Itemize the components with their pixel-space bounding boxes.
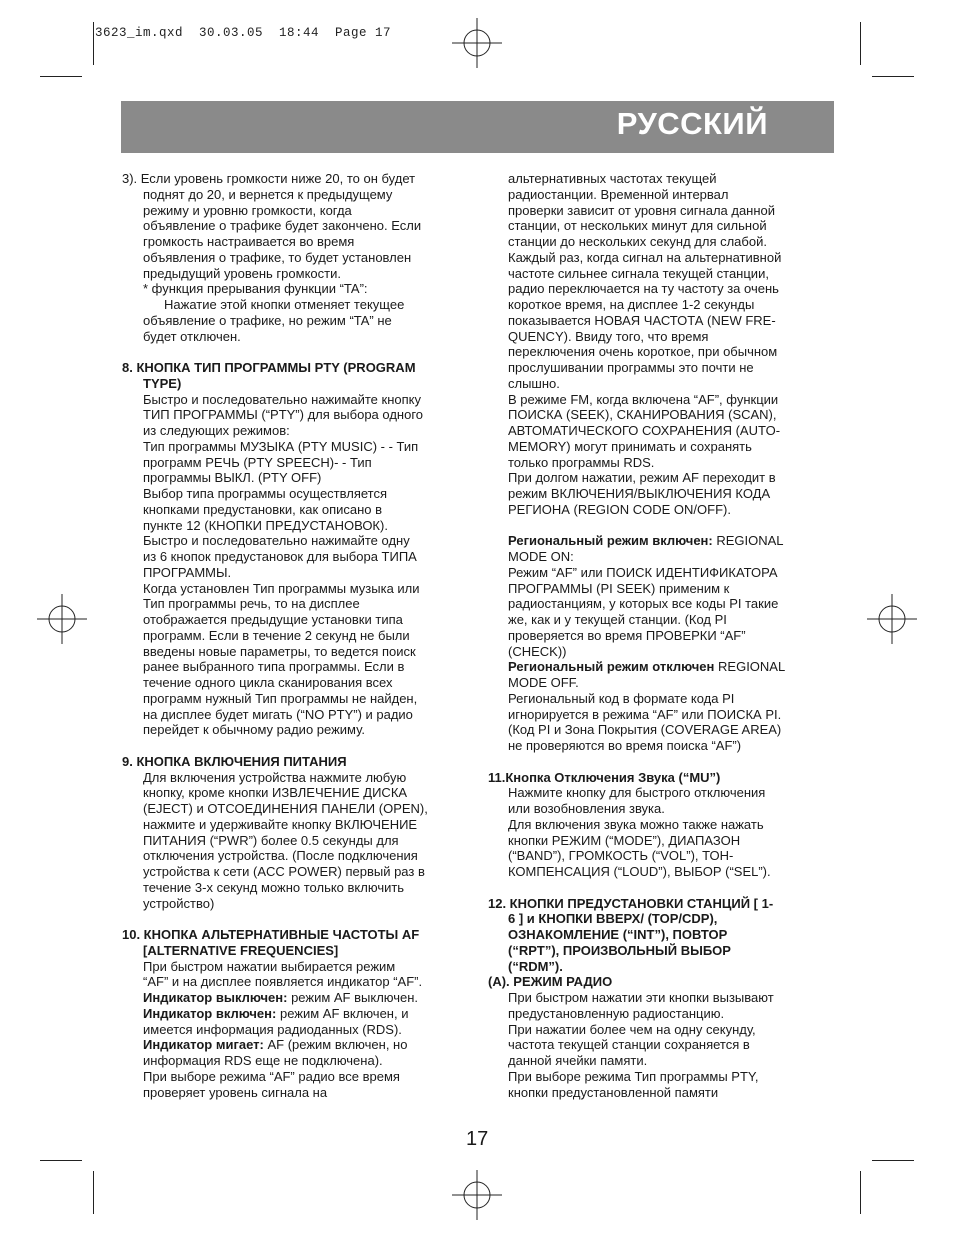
page-number: 17 — [466, 1128, 489, 1150]
text-line: ТИП ПРОГРАММЫ (“PTY”) для выбора одного — [143, 407, 424, 423]
section-heading: 6 ] и КНОПКИ ВВЕРХ/ (TOP/CDP), — [508, 911, 718, 927]
text-line: радиостанциям, у которых все коды PI такие — [508, 596, 779, 612]
text-line — [122, 911, 470, 927]
text-line: режиму и уровню громкости, когда — [143, 202, 352, 218]
section-heading: 9. КНОПКА ВКЛЮЧЕНИЯ ПИТАНИЯ — [122, 753, 347, 769]
bold-label: Индикатор выключен: — [143, 990, 288, 1005]
registration-mark-bottom — [452, 1170, 502, 1220]
text-line: MODE OFF. — [508, 675, 579, 690]
crop-mark — [860, 1171, 861, 1214]
text-line: программ. Если в течение 2 секунд не были — [143, 627, 410, 643]
text-line: При выборе режима “AF” радио все время — [143, 1068, 400, 1084]
text-line: кнопки РЕЖИМ (“MODE”), ДИАПАЗОН — [508, 832, 741, 848]
crop-mark — [40, 1160, 82, 1161]
text-line: альтернативных частотах текущей — [508, 171, 717, 186]
text-line: игнорируется в режима “AF” или ПОИСКА PI. — [508, 706, 782, 722]
text-line: (“BAND”), ГРОМКОСТЬ (“VOL”), ТОН- — [508, 848, 734, 864]
text-line: Режим “AF” или ПОИСК ИДЕНТИФИКАТОРА — [508, 564, 778, 580]
text-line: ПРОГРАММЫ. — [143, 564, 232, 580]
text-line: проверяется во время ПРОВЕРКИ “AF” — [508, 627, 746, 643]
text-line: или возобновления звука. — [508, 801, 665, 816]
text-line: Тип программы речь, то на дисплее — [143, 596, 360, 612]
text-line: MEMORY) могут принимать и сохранять — [508, 438, 752, 454]
text-line: Нажатие этой кнопки отменяет текущее — [164, 297, 405, 312]
registration-mark-top — [452, 18, 502, 68]
text-line: объявление о трафике, но режим “TA” не — [143, 312, 392, 328]
text-line — [488, 533, 834, 549]
crop-mark — [872, 1160, 914, 1161]
text-line: предустановленную радиостанцию. — [508, 1005, 725, 1021]
text-line — [488, 880, 834, 896]
language-header-banner — [121, 101, 834, 153]
bold-label: Индикатор включен: — [143, 1005, 277, 1021]
text-line: Быстро и последовательно нажимайте кнопку — [143, 391, 421, 407]
bold-label: Индикатор мигает: — [143, 1037, 264, 1053]
text-line: устройство) — [143, 895, 215, 911]
crop-mark — [40, 76, 82, 77]
text-line: 3). Если уровень громкости ниже 20, то он будет — [122, 171, 416, 186]
text-line: (CHECK)) — [508, 643, 567, 659]
text-run: REGIONAL — [712, 533, 784, 549]
text-line: КОМПЕНСАЦИЯ (“LOUD”), ВЫБОР (“SEL”). — [508, 864, 771, 879]
text-line: ПРОГРАММЫ (PI SEEK) применим к — [508, 580, 730, 596]
text-line: показывается НОВАЯ ЧАСТОТА (NEW FRE- — [508, 312, 776, 328]
text-line: кнопку, кроме кнопки ИЗВЛЕЧЕНИЕ ДИСКА — [143, 785, 408, 801]
text-line: При быстром нажатии эти кнопки вызывают — [508, 990, 774, 1005]
text-line — [122, 738, 470, 754]
text-run: REGIONAL — [714, 659, 786, 675]
text-line: предыдущий уровень громкости. — [143, 265, 341, 281]
text-line: течение 3-х секунд можно только включить — [143, 879, 405, 895]
text-line: “AF” и на дисплее появляется индикатор “AF”. — [143, 974, 423, 990]
text-line: короткое время, на дисплее 1-2 секунды — [508, 297, 755, 312]
text-line: информация RDS еще не подключена). — [143, 1053, 383, 1068]
text-line: программ РЕЧЬ (PTY SPEECH)- - Тип — [143, 454, 372, 470]
text-line: на дисплее будет мигать (“NO PTY”) и радио — [143, 706, 413, 722]
crop-mark — [93, 22, 94, 65]
text-line: ПОИСКА (SEEK), СКАНИРОВАНИЯ (SCAN), — [508, 407, 777, 423]
section-heading: 12. КНОПКИ ПРЕДУСТАНОВКИ СТАНЦИЙ [ 1- — [488, 895, 774, 911]
text-line: Когда установлен Тип программы музыка или — [143, 580, 420, 596]
text-line: переключения очень короткое, при обычном — [508, 344, 778, 360]
text-line: введены новые параметры, то ведется поиск — [143, 643, 416, 659]
text-line — [488, 659, 834, 675]
text-line: слышно. — [508, 375, 560, 391]
text-line: будет отключен. — [143, 328, 241, 344]
section-heading: (A). РЕЖИМ РАДИО — [488, 974, 613, 990]
text-line: пункте 12 (КНОПКИ ПРЕДУСТАНОВОК). — [143, 517, 388, 533]
text-line: объявления о трафике, то будет установлен — [143, 249, 412, 265]
text-line: имеется информация радиоданных (RDS). — [143, 1021, 402, 1037]
text-line: (EJECT) и ОТСОЕДИНЕНИЯ ПАНЕЛИ (OPEN), — [143, 801, 428, 816]
text-line: станции, от нескольких минут для сильной — [508, 218, 767, 234]
text-line: поднят до 20, и вернется к предыдущему — [143, 186, 393, 202]
crop-mark — [93, 1171, 94, 1214]
text-line: отображается предыдущие установки типа — [143, 612, 403, 627]
text-line: нажмите и удерживайте кнопку ВКЛЮЧЕНИЕ — [143, 816, 418, 832]
text-line: течение одного цикла сканирования всех — [143, 675, 393, 690]
text-line: Выбор типа программы осуществляется — [143, 486, 388, 501]
section-heading: (“RPT”), ПРОИЗВОЛЬНЫЙ ВЫБОР — [508, 942, 731, 958]
text-line: При нажатии более чем на одну секунду, — [508, 1021, 756, 1037]
section-heading: TYPE) — [143, 375, 182, 391]
text-line: Каждый раз, когда сигнал на альтернативной — [508, 249, 782, 265]
text-line: При быстром нажатии выбирается режим — [143, 958, 396, 974]
text-line: частота текущей станции сохраняется в — [508, 1037, 750, 1053]
right-text-column — [488, 171, 834, 1100]
text-run: AF (режим включен, но — [263, 1037, 408, 1053]
section-heading: 8. КНОПКА ТИП ПРОГРАММЫ PTY (PROGRAM — [122, 360, 416, 375]
text-line: Нажмите кнопку для быстрого отключения — [508, 785, 766, 801]
text-line: ранее выбранного типа программы. Если в — [143, 659, 405, 675]
text-line: Для включения устройства нажмите любую — [143, 769, 407, 785]
text-line: кнопками предустановки, как описано в — [143, 501, 383, 517]
text-line: Тип программы МУЗЫКА (PTY MUSIC) - - Тип — [143, 438, 419, 454]
text-line: программы ВЫКЛ. (PTY OFF) — [143, 470, 322, 486]
text-line — [122, 1037, 470, 1053]
text-line: из 6 кнопок предустановок для выбора ТИПА — [143, 549, 417, 564]
text-line: не проверяются во время поиска “AF”) — [508, 738, 742, 753]
text-line: только программы RDS. — [508, 454, 655, 470]
text-line: АВТОМАТИЧЕСКОГО СОХРАНЕНИЯ (AUTO- — [508, 423, 781, 438]
language-title: РУССКИЙ — [616, 106, 768, 141]
text-line: РЕГИОНА (REGION CODE ON/OFF). — [508, 501, 731, 517]
text-line: проверяет уровень сигнала на — [143, 1084, 328, 1100]
text-line: отключения устройства. (После подключения — [143, 848, 418, 864]
bold-label: Региональный режим включен: — [508, 533, 713, 549]
text-line: Для включения звука можно также нажать — [508, 816, 764, 832]
text-run: режим AF включен, и — [276, 1005, 409, 1021]
text-line: ПИТАНИЯ (“PWR”) более 0.5 секунды для — [143, 832, 399, 848]
text-line: станции до нескольких секунд для слабой. — [508, 234, 767, 249]
text-line — [488, 518, 834, 534]
text-line: прослушивании программы это почти не — [508, 360, 754, 375]
text-line: (Код PI и Зона Покрытия (COVERAGE AREA) — [508, 722, 782, 738]
text-line — [122, 990, 470, 1006]
text-line: режим ВКЛЮЧЕНИЯ/ВЫКЛЮЧЕНИЯ КОДА — [508, 486, 771, 501]
text-line: кнопки предустановленной памяти — [508, 1084, 719, 1100]
text-line — [122, 344, 470, 360]
text-line: При долгом нажатии, режим AF переходит в — [508, 470, 776, 486]
text-line: объявление о трафике будет закончено. Если — [143, 218, 422, 234]
crop-mark — [872, 76, 914, 77]
text-line: проверки зависит от уровня сигнала данной — [508, 202, 776, 218]
print-slug: 3623_im.qxd 30.03.05 18:44 Page 17 — [95, 26, 392, 40]
text-line: * функция прерывания функции “TA”: — [143, 281, 368, 297]
text-line: данной ячейки памяти. — [508, 1053, 648, 1068]
section-heading: 11.Кнопка Отключения Звука (“MU”) — [488, 769, 721, 785]
text-line: перейдет к обычному радио режиму. — [143, 722, 365, 738]
text-line: громкость настраивается во время — [143, 234, 355, 249]
text-line: MODE ON: — [508, 549, 574, 564]
bold-label: Региональный режим отключен — [508, 659, 715, 675]
text-line — [122, 1006, 470, 1022]
text-line: же, как и у текущей станции. (Код PI — [508, 612, 727, 627]
text-line: радиостанции. Временной интервал — [508, 186, 729, 202]
registration-mark-left — [37, 594, 87, 644]
section-heading: 10. КНОПКА АЛЬТЕРНАТИВНЫЕ ЧАСТОТЫ AF — [122, 927, 420, 942]
crop-mark — [860, 22, 861, 65]
text-run: режим AF выключен. — [287, 990, 419, 1005]
text-line: из следующих режимов: — [143, 423, 290, 438]
text-line: При выборе режима Тип программы PTY, — [508, 1068, 759, 1084]
text-line — [488, 754, 834, 770]
text-line: QUENCY). Ввиду того, что время — [508, 328, 709, 344]
text-line: Быстро и последовательно нажимайте одну — [143, 533, 410, 549]
section-heading: [ALTERNATIVE FREQUENCIES] — [143, 942, 339, 958]
text-line: программ нужный Тип программы не найден, — [143, 690, 418, 706]
text-line: частоте сильнее сигнала текущей станции, — [508, 265, 769, 281]
text-line: радио переключается на ту частоту за очень — [508, 281, 779, 297]
left-text-column — [122, 171, 470, 1100]
text-line: В режиме FM, когда включена “AF”, функции — [508, 391, 779, 407]
section-heading: ОЗНАКОМЛЕНИЕ (“INT”), ПОВТОР — [508, 927, 728, 942]
text-line: Региональный код в формате кода PI — [508, 690, 735, 706]
registration-mark-right — [867, 594, 917, 644]
section-heading: (“RDM”). — [508, 958, 563, 974]
text-line: устройства к сети (ACC POWER) первый раз в — [143, 864, 425, 879]
